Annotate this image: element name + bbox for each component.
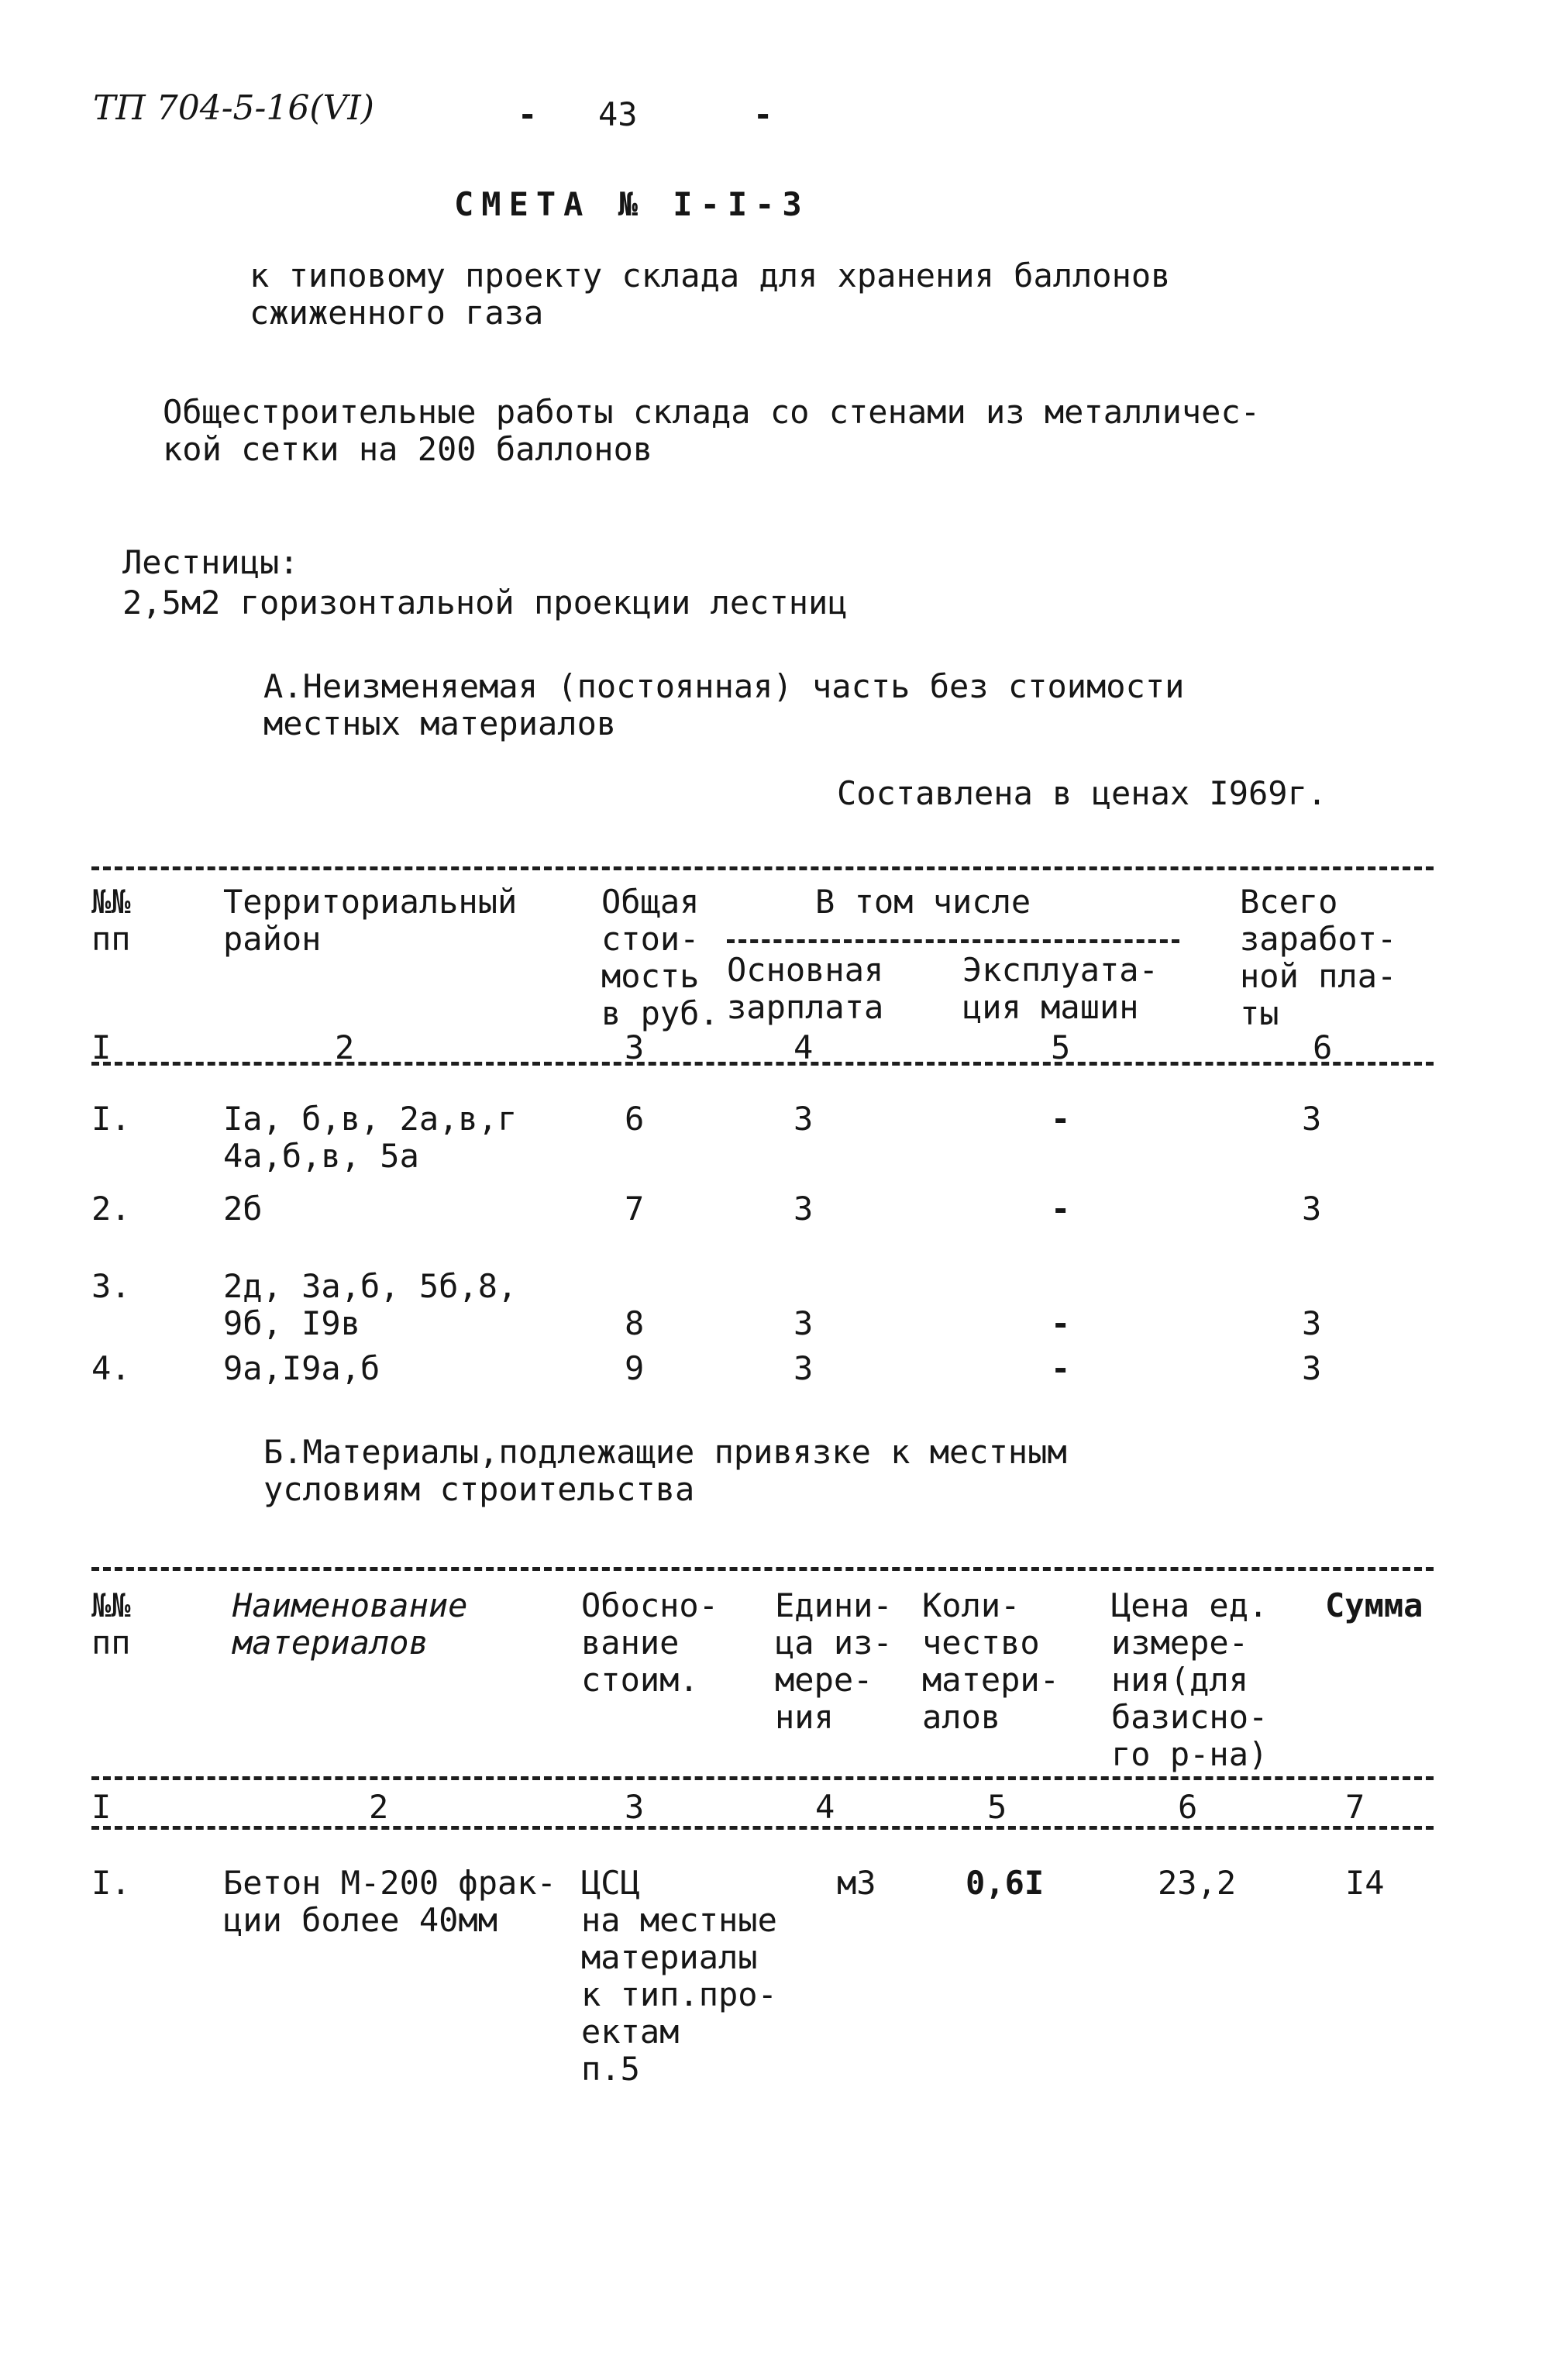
table-b-colnum-1: I (91, 1788, 112, 1826)
table-a-row-wages: 3 (1302, 1349, 1322, 1387)
section-measure: 2,5м2 горизонтальной проекции лестниц (122, 584, 848, 622)
table-a-row-num: 4. (91, 1349, 131, 1387)
table-b-row-num: I. (91, 1864, 131, 1902)
table-a-row-region: 2д, 3а,б, 5б,8, 9б, I9в (223, 1267, 518, 1342)
document-title: СМЕТА № I-I-3 (454, 185, 810, 223)
table-a-row-salary: 3 (793, 1190, 814, 1228)
document-subtitle: к типовому проекту склада для хранения баллонов сжиженного газа (250, 257, 1171, 332)
table-a-header-including: В том числе (815, 883, 1031, 921)
table-a-row-machines: - (1051, 1304, 1071, 1342)
section-name: Лестницы: (122, 543, 299, 581)
table-a-row-machines: - (1051, 1349, 1071, 1387)
table-b-colnum-2: 2 (369, 1788, 389, 1826)
table-b-colnum-4: 4 (815, 1788, 835, 1826)
table-a-row-wages: 3 (1302, 1190, 1322, 1228)
table-a-row-machines: - (1051, 1190, 1071, 1228)
part-a-heading: А.Неизменяемая (постоянная) часть без стоимости местных материалов (263, 667, 1185, 742)
table-a-colnum-3: 3 (625, 1028, 645, 1066)
table-b-colnum-5: 5 (987, 1788, 1007, 1826)
table-b-colnum-rule (91, 1826, 1434, 1830)
table-a-row-total: 8 (625, 1304, 645, 1342)
table-a-row-wages: 3 (1302, 1100, 1322, 1138)
page-number-dash-left: - (518, 95, 538, 133)
table-b-row-unit: м3 (837, 1864, 876, 1902)
prices-note: Составлена в ценах I969г. (837, 774, 1327, 812)
table-a-header-salary: Основная зарплата (727, 951, 884, 1026)
table-a-row-salary: 3 (793, 1304, 814, 1342)
table-b-top-rule (91, 1567, 1434, 1571)
table-a-top-rule (91, 866, 1434, 870)
table-a-row-wages: 3 (1302, 1304, 1322, 1342)
table-b-row-name: Бетон М-200 фрак- ции более 40мм (223, 1864, 556, 1939)
table-b-header-rule (91, 1776, 1434, 1780)
table-b-row-basis: ЦСЦ на местные материалы к тип.про- ектам п.5 (581, 1864, 777, 2088)
table-b-header-quantity: Коли- чество матери- алов (922, 1586, 1060, 1736)
table-a-row-machines: - (1051, 1100, 1071, 1138)
table-b-colnum-6: 6 (1178, 1788, 1198, 1826)
table-a-header-num: №№ пп (91, 883, 131, 958)
table-a-row-region: 2б (223, 1190, 263, 1228)
table-a-colnum-4: 4 (793, 1028, 814, 1066)
table-b-header-basis: Обосно- вание стоим. (581, 1586, 719, 1699)
page-number-dash-right: - (753, 95, 773, 133)
table-b-header-unit: Едини- ца из- мере- ния (775, 1586, 893, 1736)
table-b-row-price: 23,2 (1158, 1864, 1237, 1902)
table-b-row-sum: I4 (1345, 1864, 1385, 1902)
table-b-header-price: Цена ед. измере- ния(для базисно- го р-на) (1111, 1586, 1269, 1773)
table-a-header-region: Территориальный район (223, 883, 518, 958)
table-a-header-machines: Эксплуата- ция машин (962, 951, 1158, 1026)
table-a-row-total: 7 (625, 1190, 645, 1228)
table-a-row-salary: 3 (793, 1100, 814, 1138)
table-a-row-total: 9 (625, 1349, 645, 1387)
works-description: Общестроительные работы склада со стенами из металличес- кой сетки на 200 баллонов (163, 393, 1261, 468)
table-b-header-name: Наименование материалов (232, 1586, 468, 1662)
table-a-colnum-2: 2 (335, 1028, 355, 1066)
table-b-colnum-7: 7 (1345, 1788, 1365, 1826)
table-b-header-sum: Сумма (1325, 1586, 1423, 1624)
table-a-row-region: Iа, б,в, 2а,в,г 4а,б,в, 5а (223, 1100, 518, 1175)
table-b-colnum-3: 3 (625, 1788, 645, 1826)
table-a-colnum-1: I (91, 1028, 112, 1066)
table-a-header-rule (91, 1062, 1434, 1066)
table-a-row-num: 2. (91, 1190, 131, 1228)
table-a-row-num: 3. (91, 1267, 131, 1305)
table-a-row-total: 6 (625, 1100, 645, 1138)
table-a-including-rule (727, 939, 1179, 943)
document-code: ТП 704-5-16(VI) (93, 88, 374, 128)
table-b-header-num: №№ пп (91, 1586, 131, 1662)
table-a-header-total: Общая стои- мость в руб. (601, 883, 719, 1032)
part-b-heading: Б.Материалы,подлежащие привязке к местным условиям строительства (263, 1433, 1067, 1508)
table-a-row-salary: 3 (793, 1349, 814, 1387)
table-b-row-quantity: 0,6I (966, 1864, 1045, 1902)
table-a-header-wages: Всего заработ- ной пла- ты (1240, 883, 1397, 1032)
table-a-colnum-5: 5 (1051, 1028, 1071, 1066)
table-a-colnum-6: 6 (1313, 1028, 1333, 1066)
table-a-row-num: I. (91, 1100, 131, 1138)
page-number: 43 (598, 95, 638, 133)
table-a-row-region: 9а,I9а,б (223, 1349, 380, 1387)
